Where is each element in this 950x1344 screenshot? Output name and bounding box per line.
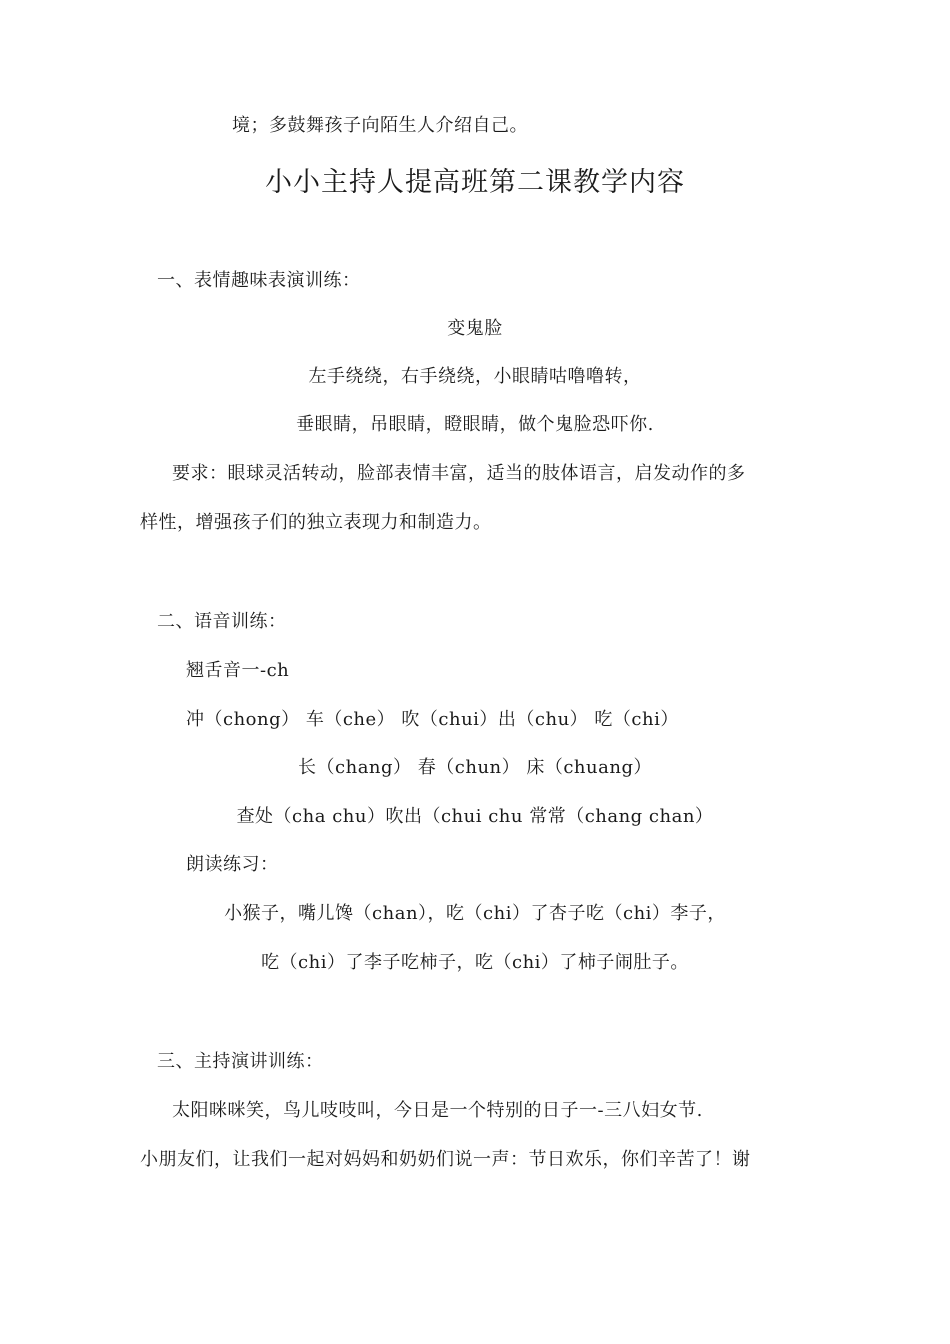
words-line-1: 冲（chong） 车（che） 吹（chui）出（chu） 吃（chi） xyxy=(186,709,679,730)
requirement-line-2: 样性，增强孩子们的独立表现力和制造力。 xyxy=(140,512,492,533)
words-line-2: 长（chang） 春（chun） 床（chuang） xyxy=(298,757,652,778)
speech-line-1: 太阳咪咪笑，鸟儿吱吱叫，今日是一个特别的日子一-三八妇女节. xyxy=(172,1100,703,1121)
reading-line-1: 小猴子，嘴儿馋（chan），吃（chi）了杏子吃（chi）李子， xyxy=(224,903,726,924)
reading-heading: 朗读练习： xyxy=(186,854,279,875)
speech-line-2: 小朋友们，让我们一起对妈妈和奶奶们说一声：节日欢乐，你们辛苦了！谢 xyxy=(140,1149,751,1170)
section3-heading: 三、主持演讲训练： xyxy=(157,1051,324,1072)
page-title: 小小主持人提高班第二课教学内容 xyxy=(265,167,685,198)
poem-line-2: 垂眼睛，吊眼睛，瞪眼睛，做个鬼脸恐吓你. xyxy=(296,414,654,435)
poem-line-1: 左手绕绕，右手绕绕，小眼睛咕噜噜转， xyxy=(308,366,642,387)
words-line-3: 查处（cha chu）吹出（chui chu 常常（chang chan） xyxy=(236,806,714,827)
sound-title: 翘舌音一-ch xyxy=(186,660,290,681)
section1-heading: 一、表情趣味表演训练： xyxy=(157,270,361,291)
reading-line-2: 吃（chi）了李子吃柿子，吃（chi）了柿子闹肚子。 xyxy=(261,952,689,973)
requirement-line-1: 要求：眼球灵活转动，脸部表情丰富，适当的肢体语言，启发动作的多 xyxy=(172,463,746,484)
continued-paragraph-fragment: 境；多鼓舞孩子向陌生人介绍自己。 xyxy=(232,115,528,136)
section2-heading: 二、语音训练： xyxy=(157,611,287,632)
poem-title: 变鬼脸 xyxy=(447,318,503,339)
